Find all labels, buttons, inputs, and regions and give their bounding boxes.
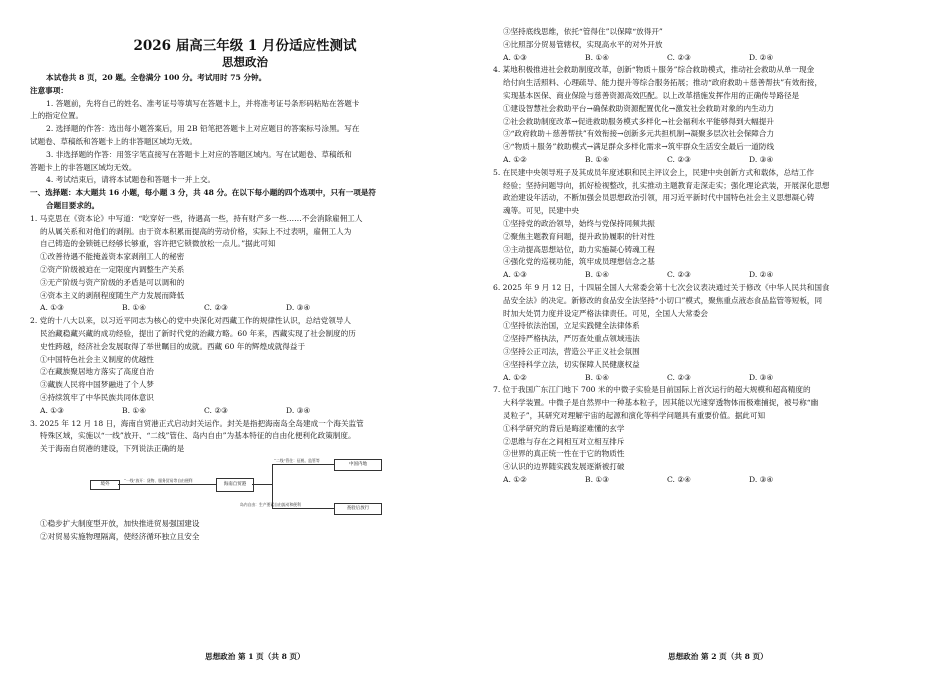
q7-choices bbox=[493, 474, 923, 487]
choice-b: B. ①④ bbox=[122, 303, 147, 313]
choice-d: D. ③④ bbox=[749, 372, 774, 382]
diagram-label-second-line: “二线”管住：征税、监管等 bbox=[274, 457, 320, 463]
choice-a: A. ①② bbox=[503, 372, 527, 382]
diagram-line bbox=[252, 484, 272, 485]
note-line: 2. 选择题的作答：选出每小题答案后，用 2B 铅笔把答题卡上对应题目的答案标号涂黑。写在 bbox=[46, 124, 360, 134]
choice-c: C. ②③ bbox=[667, 270, 691, 280]
q1-option: ②资产阶级被迫在一定限度内调整生产关系 bbox=[40, 264, 185, 274]
q4-option: ②社会救助制度改革→促进救助服务模式多样化→社会福利水平能够得到大幅提升 bbox=[503, 116, 774, 126]
choice-c: C. ②③ bbox=[204, 303, 228, 313]
choice-b: B. ①④ bbox=[585, 270, 610, 280]
q3-choices bbox=[493, 52, 923, 65]
note-line: 试题卷、草稿纸和答题卡上的非答题区域均无效。 bbox=[30, 136, 198, 146]
diagram-label-island-free: 岛内自由：生产要素自由流动和便利 bbox=[240, 501, 301, 507]
q6-option: ④坚持科学立法，切实保障人民健康权益 bbox=[503, 359, 640, 369]
q1-stem: 1. 马克思在《资本论》中写道：“吃穿好一些，待遇高一些，持有财产多一些……不会消除雇佣工人 bbox=[30, 213, 363, 223]
choice-a: A. ①② bbox=[503, 154, 527, 164]
choice-b: B. ①④ bbox=[122, 405, 147, 415]
choice-c: C. ②③ bbox=[204, 405, 228, 415]
q4-stem: 4. 某地积极推进社会救助制度改革，创新“物质＋服务”综合救助模式，推动社会救助从单一现金 bbox=[493, 65, 815, 75]
q5-stem: 5. 在民建中央领导班子及其成员年度述职和民主评议会上，民建中央创新方式和载体，总结工作 bbox=[493, 167, 814, 177]
q2-option: ②在藏族聚居地方落实了高度自治 bbox=[40, 367, 154, 377]
choice-a: A. ①③ bbox=[503, 52, 527, 62]
q4-option: ④“物质＋服务”救助模式→满足群众多样化需求→筑牢群众生活安全最后一道防线 bbox=[503, 142, 775, 152]
choice-d: D. ③④ bbox=[286, 303, 311, 313]
q7-option: ①科学研究的背后是晦涩难懂的玄学 bbox=[503, 423, 625, 433]
choice-d: D. ③④ bbox=[749, 474, 774, 484]
q5-stem: 政治建设年活动，不断加强会员思想政治引领，用习近平新时代中国特色社会主义思想凝心铸 bbox=[503, 193, 815, 203]
q2-choices bbox=[30, 405, 460, 418]
q7-stem: 灵粒子”，其研究对理解宇宙的起源和演化等科学问题具有重要价值。据此可知 bbox=[503, 410, 766, 420]
q3-stem: 特殊区域，实施以“一线”放开、“二线”管住、岛内自由”为基本特征的自由化便利化政策制度。 bbox=[40, 431, 356, 441]
choice-c: C. ②③ bbox=[667, 52, 691, 62]
q1-option: ①改善待遇不能掩盖资本家剥削工人的秘密 bbox=[40, 252, 185, 262]
choice-d: D. ③④ bbox=[286, 405, 311, 415]
q3-stem: 关于海南自贸港的建设，下列说法正确的是 bbox=[40, 444, 185, 454]
choice-c: C. ②④ bbox=[667, 474, 691, 484]
q4-option: ③“政府救助＋慈善帮扶”有效衔接→创新多元共担机制→凝聚多层次社会保障合力 bbox=[503, 129, 775, 139]
q2-option: ④持续筑牢了中华民族共同体意识 bbox=[40, 392, 154, 402]
q6-option: ①坚持依法治国，立足实践健全法律体系 bbox=[503, 321, 640, 331]
page-footer-right: 思想政治 第 2 页（共 8 页） bbox=[668, 652, 768, 661]
q1-stem: 的从属关系和对他们的剥削。由于资本积累而提高的劳动价格，实际上不过表明，雇佣工人为 bbox=[40, 226, 352, 236]
q5-option: ③主动提高思想站位，助力实施凝心铸魂工程 bbox=[503, 244, 655, 254]
q3-option: ④比照部分贸易管辖权，实现高水平的对外开放 bbox=[503, 39, 663, 49]
q5-stem: 经验；坚持问题导向，抓好检视整改，扎实推动主题教育走深走实；强化理论武装，开展深化思想 bbox=[503, 180, 830, 190]
exam-subject: 思想政治 bbox=[222, 55, 268, 69]
q6-stem: 时加大处罚力度并设定严格法律责任。可见，全国人大常委会 bbox=[503, 308, 709, 318]
q7-option: ④认识的边界随实践发展逐渐被打破 bbox=[503, 462, 625, 472]
notes-heading: 注意事项： bbox=[30, 85, 68, 95]
q2-option: ③藏族人民将中国梦融进了个人梦 bbox=[40, 380, 154, 390]
q2-stem: 史性跨越，经济社会发展取得了举世瞩目的成就。西藏 60 年的辉煌成就得益于 bbox=[40, 341, 306, 351]
right-column bbox=[493, 26, 923, 698]
q4-stem: 给付向生活照料、心理疏导、能力提升等综合服务拓展；推动“政府救助＋慈善帮扶”有效衔接， bbox=[503, 78, 823, 88]
diagram-box-abroad: 境外 bbox=[90, 480, 120, 490]
left-column bbox=[30, 0, 460, 672]
note-line: 4. 考试结束后，请将本试题卷和答题卡一并上交。 bbox=[46, 175, 216, 185]
q5-option: ②聚焦主题教育问题，提升政协履职的针对性 bbox=[503, 231, 655, 241]
q3-diagram bbox=[90, 458, 390, 516]
diagram-line bbox=[272, 508, 334, 509]
q7-stem: 7. 位于我国广东江门地下 700 米的中微子实验是目前国际上首次运行的超大规模和超高精度的 bbox=[493, 385, 811, 395]
q3-option: ②对贸易实施物理隔离，使经济循环独立且安全 bbox=[40, 531, 200, 541]
choice-a: A. ①③ bbox=[503, 270, 527, 280]
q6-option: ③坚持公正司法，营造公平正义社会氛围 bbox=[503, 346, 640, 356]
q3-option: ③坚持底线思维，依托“管得住”以保障“放得开” bbox=[503, 27, 663, 36]
q6-stem: 6. 2025 年 9 月 12 日，十四届全国人大常委会第十七次会议表决通过关于修改《中华人民共和国食 bbox=[493, 282, 830, 292]
choice-a: A. ①③ bbox=[40, 405, 64, 415]
q1-option: ③无产阶级与资产阶级的矛盾是可以调和的 bbox=[40, 277, 185, 287]
q4-choices bbox=[493, 154, 923, 167]
page-footer-left: 思想政治 第 1 页（共 8 页） bbox=[205, 652, 305, 661]
note-line: 3. 非选择题的作答：用签字笔直接写在答题卡上对应的答题区域内。写在试题卷、草稿纸和 bbox=[46, 149, 352, 159]
q1-option: ④资本主义的剥削程度随生产力发展而降低 bbox=[40, 290, 185, 300]
exam-info: 本试卷共 8 页，20 题。全卷满分 100 分。考试用时 75 分钟。 bbox=[46, 73, 267, 82]
exam-title: 2026 届高三年级 1 月份适应性测试 bbox=[133, 38, 357, 54]
note-line: 1. 答题前，先将自己的姓名、准考证号等填写在答题卡上，并将准考证号条形码粘贴在答题卡 bbox=[46, 98, 360, 108]
choice-b: B. ①④ bbox=[585, 52, 610, 62]
q5-stem: 魂等。可见，民建中央 bbox=[503, 206, 579, 216]
diagram-line bbox=[272, 464, 334, 465]
q4-stem: 实现基本医保、商业保险与慈善资源高效匹配。以上改革措施发挥作用的正确传导路径是 bbox=[503, 90, 800, 100]
q1-choices bbox=[30, 302, 460, 315]
choice-d: D. ③④ bbox=[749, 154, 774, 164]
q3-option: ①稳步扩大制度型开放，加快推进贸易强国建设 bbox=[40, 518, 200, 528]
q7-stem: 大科学装置。中微子是自然界中一种基本粒子，因其能以光速穿透物体而极难捕捉，被号称“幽 bbox=[503, 398, 819, 408]
diagram-box-inspect: 查验后放行 bbox=[334, 503, 382, 515]
choice-a: A. ①③ bbox=[40, 303, 64, 313]
q5-option: ④强化党的巡视功能，筑牢成员理想信念之基 bbox=[503, 257, 655, 267]
section-heading-cont: 合题目要求的。 bbox=[46, 200, 100, 210]
q6-option: ②坚持严格执法，严厉查处重点领域违法 bbox=[503, 334, 640, 344]
note-line: 答题卡上的非答题区域均无效。 bbox=[30, 162, 137, 172]
section-heading: 一、选择题：本大题共 16 小题，每小题 3 分，共 48 分。在以下每小题的四个选项中，只有一项是符 bbox=[30, 188, 377, 198]
choice-a: A. ①② bbox=[503, 474, 527, 484]
choice-b: B. ①④ bbox=[585, 154, 610, 164]
diagram-line bbox=[118, 484, 216, 485]
q1-stem: 自己铸造的金锁链已经够长够重，容许把它锁微放松一点儿。”据此可知 bbox=[40, 239, 276, 249]
q7-option: ③世界的真正统一性在于它的物质性 bbox=[503, 449, 625, 459]
q7-option: ②思维与存在之间相互对立相互排斥 bbox=[503, 436, 625, 446]
q5-choices bbox=[493, 269, 923, 282]
choice-d: D. ②④ bbox=[749, 270, 774, 280]
q6-stem: 品安全法》的决定。新修改的食品安全法坚持“小切口”模式，聚焦重点液态食品监管等短板，同 bbox=[503, 295, 823, 305]
q3-stem: 3. 2025 年 12 月 18 日，海南自贸港正式启动封关运作。封关是指把海南岛全岛建成一个海关监管 bbox=[30, 418, 364, 428]
q2-stem: 2. 党的十八大以来，以习近平同志为核心的党中央深化对西藏工作的规律性认识，总结党领导人 bbox=[30, 316, 351, 326]
choice-c: C. ②③ bbox=[667, 372, 691, 382]
diagram-box-mainland: 中国内地 bbox=[334, 459, 382, 471]
choice-c: C. ②③ bbox=[667, 154, 691, 164]
diagram-label-first-line: “一线”放开：货物、服务贸易等自由便利 bbox=[124, 477, 193, 483]
q4-option: ①建设智慧社会救助平台→确保救助资源配置优化→激发社会救助对象的内生动力 bbox=[503, 103, 774, 113]
q5-option: ①坚持党的政治领导，始终与党保持同频共振 bbox=[503, 218, 655, 228]
choice-d: D. ②④ bbox=[749, 52, 774, 62]
choice-b: B. ①③ bbox=[585, 474, 610, 484]
q2-option: ①中国特色社会主义制度的优越性 bbox=[40, 354, 154, 364]
q2-stem: 民治藏稳藏兴藏的成功经验，提出了新时代党的治藏方略。60 年来，西藏实现了社会制度的历 bbox=[40, 328, 356, 338]
q6-choices bbox=[493, 372, 923, 385]
diagram-box-hainan: 海南自贸港 bbox=[216, 478, 254, 492]
choice-b: B. ①④ bbox=[585, 372, 610, 382]
note-line: 上的指定位置。 bbox=[30, 111, 84, 121]
